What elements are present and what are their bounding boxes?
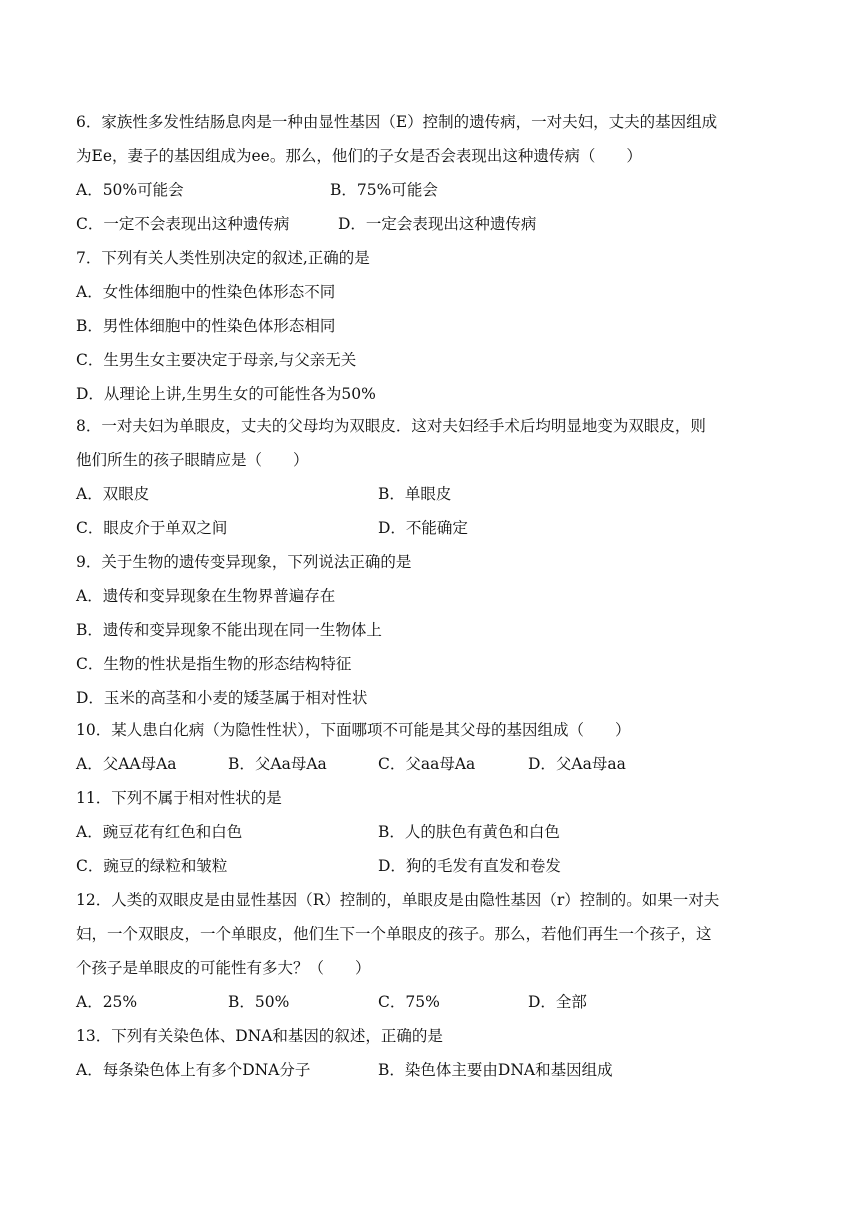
question-6-stem-line-1: 6．家族性多发性结肠息肉是一种由显性基因（E）控制的遗传病，一对夫妇，丈夫的基因组成 [76,113,718,131]
question-9-option-b: B．遗传和变异现象不能出现在同一生物体上 [76,621,382,639]
question-13-stem: 13．下列有关染色体、DNA和基因的叙述，正确的是 [76,1027,443,1045]
question-7-option-c: C．生男生女主要决定于母亲,与父亲无关 [76,351,357,369]
question-6-option-d: D．一定会表现出这种遗传病 [338,215,537,233]
question-8-option-d: D．不能确定 [378,519,468,537]
question-9-option-c: C．生物的性状是指生物的形态结构特征 [76,655,352,673]
question-11-option-c: C．豌豆的绿粒和皱粒 [76,857,228,875]
question-9-option-d: D．玉米的高茎和小麦的矮茎属于相对性状 [76,689,368,707]
question-10-option-b: B．父Aa母Aa [228,755,327,773]
question-6-option-b: B．75%可能会 [330,181,438,199]
question-8-stem-line-2: 他们所生的孩子眼睛应是（ ） [76,451,309,469]
question-11-option-d: D．狗的毛发有直发和卷发 [378,857,561,875]
question-9-option-a: A．遗传和变异现象在生物界普遍存在 [76,587,336,605]
question-8-option-a: A．双眼皮 [76,485,150,503]
question-8-option-b: B．单眼皮 [378,485,452,503]
question-11-stem: 11．下列不属于相对性状的是 [76,789,282,807]
question-7-stem: 7．下列有关人类性别决定的叙述,正确的是 [76,249,370,267]
question-9-stem: 9．关于生物的遗传变异现象，下列说法正确的是 [76,553,412,571]
question-10-option-d: D．父Aa母aa [528,755,626,773]
question-8-stem-line-1: 8．一对夫妇为单眼皮，丈夫的父母均为双眼皮．这对夫妇经手术后均明显地变为双眼皮，则 [76,417,706,435]
question-11-option-b: B．人的肤色有黄色和白色 [378,823,560,841]
question-7-option-b: B．男性体细胞中的性染色体形态相同 [76,317,336,335]
question-7-option-d: D．从理论上讲,生男生女的可能性各为50% [76,385,376,403]
question-13-option-b: B．染色体主要由DNA和基因组成 [378,1061,613,1079]
question-8-option-c: C．眼皮介于单双之间 [76,519,228,537]
question-12-stem-line-3: 个孩子是单眼皮的可能性有多大？（ ） [76,959,371,977]
question-7-option-a: A．女性体细胞中的性染色体形态不同 [76,283,336,301]
question-12-option-a: A．25% [76,993,138,1011]
question-6-option-c: C．一定不会表现出这种遗传病 [76,215,290,233]
question-12-stem-line-2: 妇，一个双眼皮，一个单眼皮，他们生下一个单眼皮的孩子。那么，若他们再生一个孩子，这 [76,925,712,943]
question-10-option-a: A．父AA母Aa [76,755,177,773]
question-12-option-c: C．75% [378,993,440,1011]
question-13-option-a: A．每条染色体上有多个DNA分子 [76,1061,311,1079]
question-12-option-d: D．全部 [528,993,587,1011]
question-10-option-c: C．父aa母Aa [378,755,476,773]
question-12-option-b: B．50% [228,993,290,1011]
question-6-stem-line-2: 为Ee，妻子的基因组成为ee。那么，他们的子女是否会表现出这种遗传病（ ） [76,147,642,165]
question-6-option-a: A．50%可能会 [76,181,184,199]
question-10-stem: 10．某人患白化病（为隐性性状），下面哪项不可能是其父母的基因组成（ ） [76,721,631,739]
question-11-option-a: A．豌豆花有红色和白色 [76,823,243,841]
question-12-stem-line-1: 12．人类的双眼皮是由显性基因（R）控制的，单眼皮是由隐性基因（r）控制的。如果一对夫 [76,891,720,909]
